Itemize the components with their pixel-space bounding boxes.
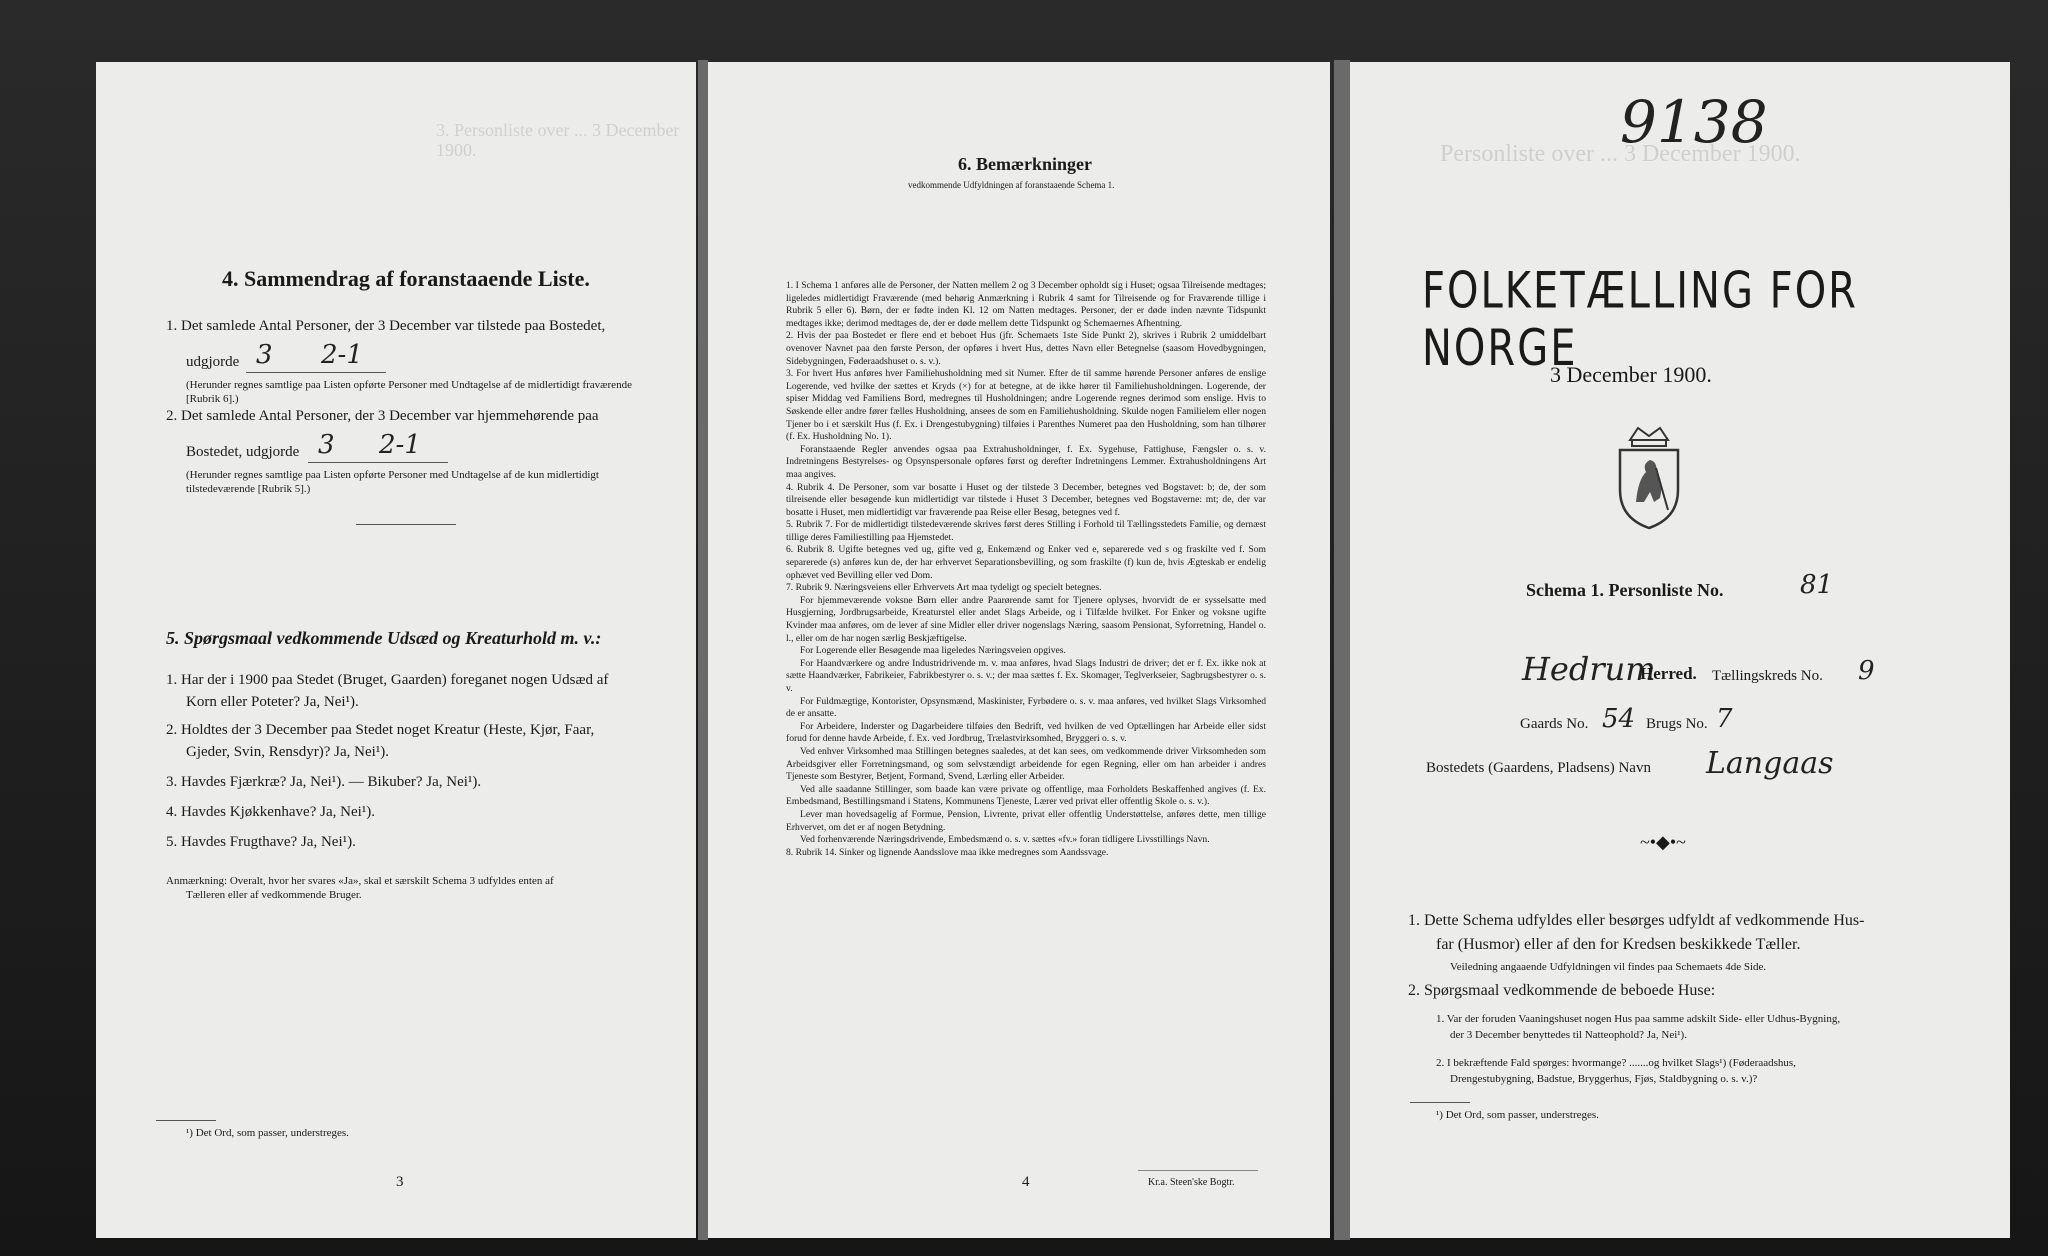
ornament-divider: ~•◆•~ [1640, 832, 1686, 852]
remark-paragraph: 7. Rubrik 9. Næringsveiens eller Erhvervets Art maa tydeligt og specielt betegnes. [786, 582, 1102, 594]
anmaerkning-line1: Anmærkning: Overalt, hvor her svares «Ja», skal et særskilt Schema 3 udfyldes enten af [166, 875, 554, 887]
remark-paragraph: For Logerende eller Besøgende maa ligeledes Næringsveien opgives. [800, 645, 1066, 657]
instruction-2-2a: 2. I bekræftende Fald spørges: hvormange? .......og hvilket Slags¹) (Føderaadshus, [1436, 1057, 1796, 1069]
gaards-value: 54 [1602, 704, 1636, 734]
q1-answer-b: 2-1 [321, 340, 363, 370]
gutter-right [1334, 60, 1350, 1240]
q1-note: (Herunder regnes samtlige paa Listen opførte Personer med Undtagelse af de midlertidigt fraværende [Rubrik 6].) [186, 379, 632, 405]
remark-paragraph: 5. Rubrik 7. For de midlertidigt tilstedeværende skrives først deres Stilling i Forhold til Tællingsstedets Familie, og dernæst tillige deres Familiestilling paa Hjemstedet. [786, 519, 1266, 543]
remark-paragraph: Ved enhver Virksomhed maa Stillingen betegnes saaledes, at det kan sees, om vedkommende driver Virksomheden som Arbeidsgiver eller Forretningsmand, og som selvstændigt arbeidende for egen Regning, eller om han arbeider i andres Tjeneste som Bestyrer, Betjent, Formand, Svend, Lærling eller Arbeider. [786, 745, 1266, 783]
remark-paragraph: 8. Rubrik 14. Sinker og lignende Aandsslove maa ikke medregnes som Aandssvage. [786, 846, 1109, 858]
remark-paragraph: Ved forhenværende Næringsdrivende, Embedsmænd o. s. v. sættes «fv.» foran tidligere Livsstillings Navn. [800, 834, 1210, 846]
page-1 [1350, 62, 2010, 1238]
census-title: FOLKETÆLLING FOR NORGE [1422, 262, 1858, 378]
s5-q4: 4. Havdes Kjøkkenhave? Ja, Nei¹). [166, 804, 376, 820]
remarks-subtitle: vedkommende Udfyldningen af foranstaaende Schema 1. [908, 180, 1115, 190]
s5-q2-b: Gjeder, Svin, Rensdyr)? Ja, Nei¹). [186, 744, 390, 760]
norway-coat-of-arms [1610, 422, 1688, 532]
remarks-title: 6. Bemærkninger [958, 154, 1092, 174]
bosted-value: Langaas [1706, 746, 1834, 781]
remark-paragraph: 6. Rubrik 8. Ugifte betegnes ved ug, gifte ved g, Enkemænd og Enker ved e, separerede ved s og fraskilte ved f. Som separerede (s) anføres kun de, der har erhvervet Separationsbevilling, og som fraskilte (f) kun de, hvis Ægteskab er endelig ophævet ved Bevilling eller ved Dom. [786, 544, 1266, 581]
schema-label: Schema 1. Personliste No. [1526, 580, 1724, 600]
s5-q1-a: 1. Har der i 1900 paa Stedet (Bruget, Gaarden) foreganet nogen Udsæd af [166, 672, 609, 688]
anmaerkning-line2: Tælleren eller af vedkommende Bruger. [186, 889, 362, 901]
gutter-left [698, 60, 708, 1240]
q2-line2: Bostedet, udgjorde [186, 444, 300, 460]
q1-answer-a: 3 [256, 340, 273, 370]
printer-imprint: Kr.a. Steen'ske Bogtr. [1148, 1177, 1235, 1188]
s5-q3: 3. Havdes Fjærkræ? Ja, Nei¹). — Bikuber? Ja, Nei¹). [166, 774, 482, 790]
archive-number: 9138 [1620, 88, 1768, 156]
page-number: 3 [396, 1174, 404, 1190]
footnote: ¹) Det Ord, som passer, understreges. [1436, 1109, 1599, 1121]
instruction-1-note: Veiledning angaaende Udfyldningen vil findes paa Schemaets 4de Side. [1450, 961, 1767, 973]
herred-value: Hedrum [1522, 650, 1656, 688]
bosted-label: Bostedets (Gaardens, Pladsens) Navn [1426, 760, 1651, 776]
page-number: 4 [1022, 1174, 1030, 1190]
q1-line2: udgjorde [186, 354, 240, 370]
herred-label: Herred. [1640, 664, 1697, 683]
personliste-no: 81 [1800, 570, 1834, 600]
instruction-2: 2. Spørgsmaal vedkommende de beboede Huse: [1408, 982, 1716, 999]
instruction-1b: far (Husmor) eller af den for Kredsen beskikkede Tæller. [1436, 936, 1801, 953]
q2-answer-a: 3 [318, 430, 335, 460]
instruction-2-2b: Drengestubygning, Badstue, Bryggerhus, Fjøs, Staldbygning o. s. v.)? [1450, 1073, 1758, 1085]
s5-q1-b: Korn eller Poteter? Ja, Nei¹). [186, 694, 359, 710]
brugs-label: Brugs No. [1646, 716, 1708, 732]
remarks-list [786, 280, 1266, 859]
ghost-header: 3. Personliste over ... 3 December 1900. [436, 120, 680, 160]
section-5-title: 5. Spørgsmaal vedkommende Udsæd og Kreaturhold m. v.: [166, 628, 602, 648]
s5-q2-a: 2. Holdtes der 3 December paa Stedet noget Kreatur (Heste, Kjør, Faar, [166, 722, 595, 738]
remark-paragraph: Ved alle saadanne Stillinger, som baade kan være private og offentlige, maa Forholdets Beskaffenhed angives (f. Ex. Embedsmand, Bestillingsmand i Statens, Kommunens Tjeneste, Lærer ved privat eller offentlig Skole o. s. v.). [786, 783, 1266, 808]
q2-line1: 2. Det samlede Antal Personer, der 3 December var hjemmehørende paa [166, 408, 599, 424]
brugs-value: 7 [1716, 704, 1733, 734]
footnote: ¹) Det Ord, som passer, understreges. [186, 1127, 349, 1139]
remark-paragraph: 4. Rubrik 4. De Personer, som var bosatte i Huset og der tilstede 3 December, betegnes ved Bogstavet: b; de, der som tilreisende eller besøgende kun midlertidigt var tilstede i Huset 3 December, betegnes ved Bogstaverne: mt; de, der var bosatte i Huset, men midlertidigt var fraværende paa Reise eller Besøg, betegnes ved f. [786, 481, 1266, 518]
remark-paragraph: 1. I Schema 1 anføres alle de Personer, der Natten mellem 2 og 3 December opholdt sig i Huset; ogsaa Tilreisende medtages; ligeledes midlertidigt Fraværende (med behørig Anmærkning i Rubrik 4 samt for Tilreisende og for Fraværende tillige i Rubrik 5 eller 6). Børn, der er fødte inden Kl. 12 om Natten medtages. Personer, der er døde inden nævnte Tidspunkt medtages ikke; derimod medtages de, der er døde mellem dette Tidspunkt og Schemaernes Afhentning. [786, 280, 1266, 329]
gaards-label: Gaards No. [1520, 716, 1589, 732]
census-date: 3 December 1900. [1550, 362, 1712, 387]
q1-line1: 1. Det samlede Antal Personer, der 3 December var tilstede paa Bostedet, [166, 318, 606, 334]
section-4-title: 4. Sammendrag af foranstaaende Liste. [222, 266, 590, 291]
instruction-1a: 1. Dette Schema udfyldes eller besørges udfyldt af vedkommende Hus- [1408, 912, 1865, 929]
q2-note: (Herunder regnes samtlige paa Listen opførte Personer med Undtagelse af de kun midlertidigt tilstedeværende [Rubrik 5].) [186, 469, 599, 495]
remark-paragraph: Foranstaaende Regler anvendes ogsaa paa Extrahusholdninger, f. Ex. Sygehuse, Fattighuse, Fængsler o. s. v. Indretningens Bestyrelses- og Opsynspersonale opføres først og derefter Indretningens Lemmer. Extrahusholdningens Art maa angives. [786, 443, 1266, 480]
remark-paragraph: 3. For hvert Hus anføres hver Familiehusholdning med sit Numer. Efter de til samme hørende Personer anføres de enslige Logerende, ved hvilke der sættes et Kryds (×) for at betegne, at de ikke hører til Familiehusholdningen. Logerende, der spiser Middag ved Familiens Bord, medregnes til Husholdningen; andre Logerende regnes derimod som enslige. Hvis to Søskende eller andre fører fælles Husholdning, ansees de som en Familiehusholdning. Skulde nogen Familielem eller nogen Tjener bo i et særskilt Hus (f. Ex. i Drengestubygning) tilføies i Parenthes Numeret paa den Husholdning, som han tilhører (f. Ex. Husholdning No. 1). [786, 368, 1266, 443]
page-4 [708, 62, 1330, 1238]
remark-paragraph: Lever man hovedsagelig af Formue, Pension, Livrente, privat eller offentlig Understøttelse, anføres dette, men tillige Erhvervet, om det er af nogen Betydning. [786, 808, 1266, 833]
remark-paragraph: 2. Hvis der paa Bostedet er flere end et beboet Hus (jfr. Schemaets 1ste Side Punkt 2), skrives i Rubrik 2 umiddelbart ovenover Navnet paa den første Person, der opføres i hvert Hus, dettes Navn eller Betegnelse (saasom Hovedbygningen, Sidebygningen, Føderaadshuset o. s. v.). [786, 330, 1266, 367]
kreds-label: Tællingskreds No. [1712, 668, 1823, 684]
remark-paragraph: For Fuldmægtige, Kontorister, Opsynsmænd, Maskinister, Fyrbødere o. s. v. maa anføres, ved hvilket Slags Virksomhed de er ansatte. [786, 695, 1266, 720]
kreds-value: 9 [1858, 656, 1875, 686]
s5-q5: 5. Havdes Frugthave? Ja, Nei¹). [166, 834, 356, 850]
page-3 [96, 62, 696, 1238]
instruction-2-1a: 1. Var der foruden Vaaningshuset nogen Hus paa samme adskilt Side- eller Udhus-Bygning, [1436, 1013, 1841, 1025]
remark-paragraph: For Haandværkere og andre Industridrivende m. v. maa anføres, hvad Slags Industri de driver; det er f. Ex. ikke nok at sætte Haandværker, Fabrikeier, Fabrikbestyrer o. s. v.; der maa sættes f. Ex. Skomager, Teglverkseier, Sagbrugsbestyrer o. s. v. [786, 657, 1266, 694]
remark-paragraph: For Arbeidere, Inderster og Dagarbeidere tilføies den Bedrift, ved hvilken de ved Optællingen har Arbeide eller sidst forud for denne havde Arbeide, f. Ex. ved Jordbrug, Trælastvirksomhed, Bryggeri o. s. v. [786, 720, 1266, 745]
ghost-header: Personliste over ... 3 December 1900. [1440, 141, 1801, 167]
instruction-2-1b: der 3 December benyttedes til Natteophold? Ja, Nei¹). [1450, 1029, 1687, 1041]
remark-paragraph: For hjemmeværende voksne Børn eller andre Paarørende samt for Tjenere oplyses, hvorvidt de er sysselsatte med Husgjerning, Jordbrugsarbeide, Kreaturstel eller andet Slags Arbeide, og i Tilfælde hvilket. For Enker og voksne ugifte Kvinder maa anføres, om de lever af sine Midler eller driver nogenslags Næring, saasom Pensionat, Syforretning, Handel o. l., eller om de har nogen særlig Beskjæftigelse. [786, 594, 1266, 644]
q2-answer-b: 2-1 [379, 430, 421, 460]
